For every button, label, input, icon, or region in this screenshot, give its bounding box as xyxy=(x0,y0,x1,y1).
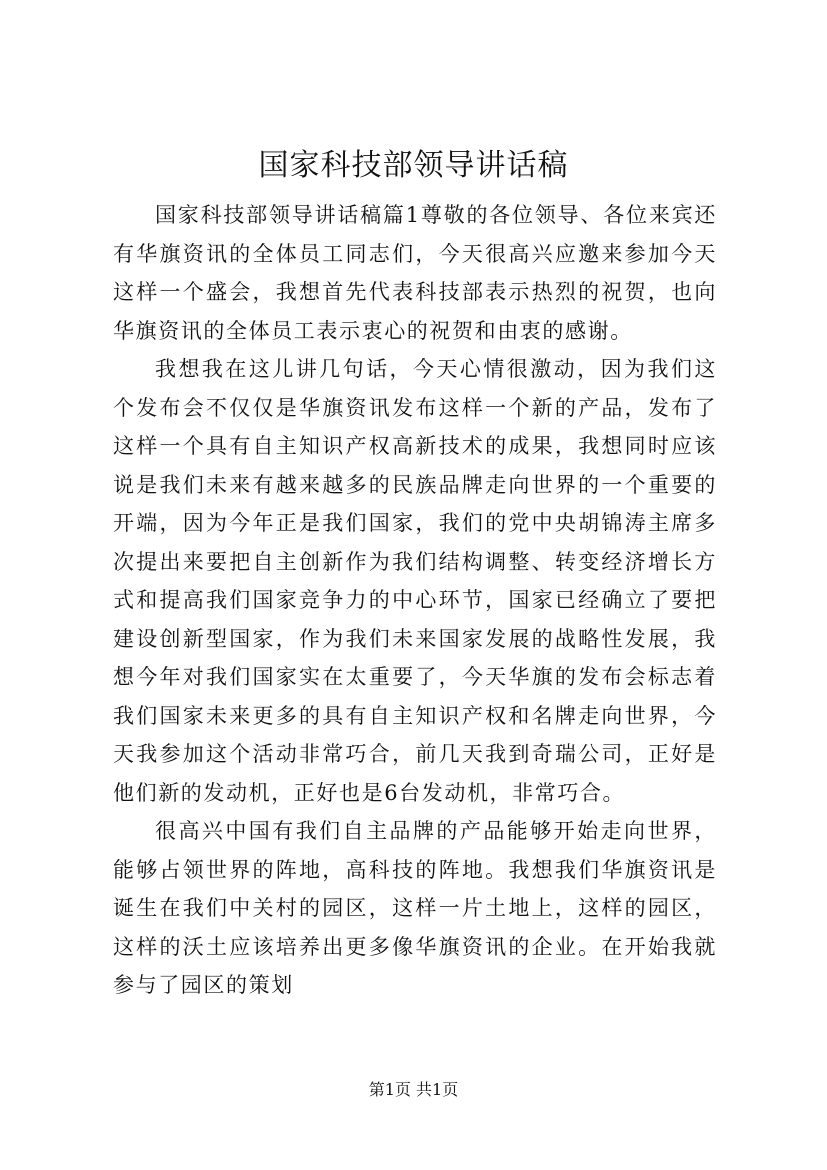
document-title: 国家科技部领导讲话稿 xyxy=(258,148,569,183)
paragraph-1: 国家科技部领导讲话稿篇1尊敬的各位领导、各位来宾还有华旗资讯的全体员工同志们，今天很高兴应邀来参加今天这样一个盛会，我想首先代表科技部表示热烈的祝贺，也向华旗资讯的全体员工表示衷心的祝贺和由衷的感谢。 xyxy=(113,203,717,343)
paragraph-2: 我想我在这儿讲几句话，今天心情很激动，因为我们这个发布会不仅仅是华旗资讯发布这样一个新的产品，发布了这样一个具有自主知识产权高新技术的成果，我想同时应该说是我们未来有越来越多的民族品牌走向世界的一个重要的开端，因为今年正是我们国家，我们的党中央胡锦涛主席多次提出来要把自主创新作为我们结构调整、转变经济增长方式和提高我们国家竞争力的中心环节，国家已经确立了要把建设创新型国家，作为我们未来国家发展的战略性发展，我想今年对我们国家实在太重要了，今天华旗的发布会标志着我们国家未来更多的具有自主知识产权和名牌走向世界，今天我参加这个活动非常巧合，前几天我到奇瑞公司，正好是他们新的发动机，正好也是6台发动机，非常巧合。 xyxy=(113,357,717,805)
page-footer: 第1页 共1页 xyxy=(368,1080,459,1099)
paragraph-3: 很高兴中国有我们自主品牌的产品能够开始走向世界，能够占领世界的阵地，高科技的阵地。我想我们华旗资讯是诞生在我们中关村的园区，这样一片土地上，这样的园区，这样的沃土应该培养出更多像华旗资讯的企业。在开始我就参与了园区的策划 xyxy=(113,819,717,997)
document-body xyxy=(113,196,717,1005)
